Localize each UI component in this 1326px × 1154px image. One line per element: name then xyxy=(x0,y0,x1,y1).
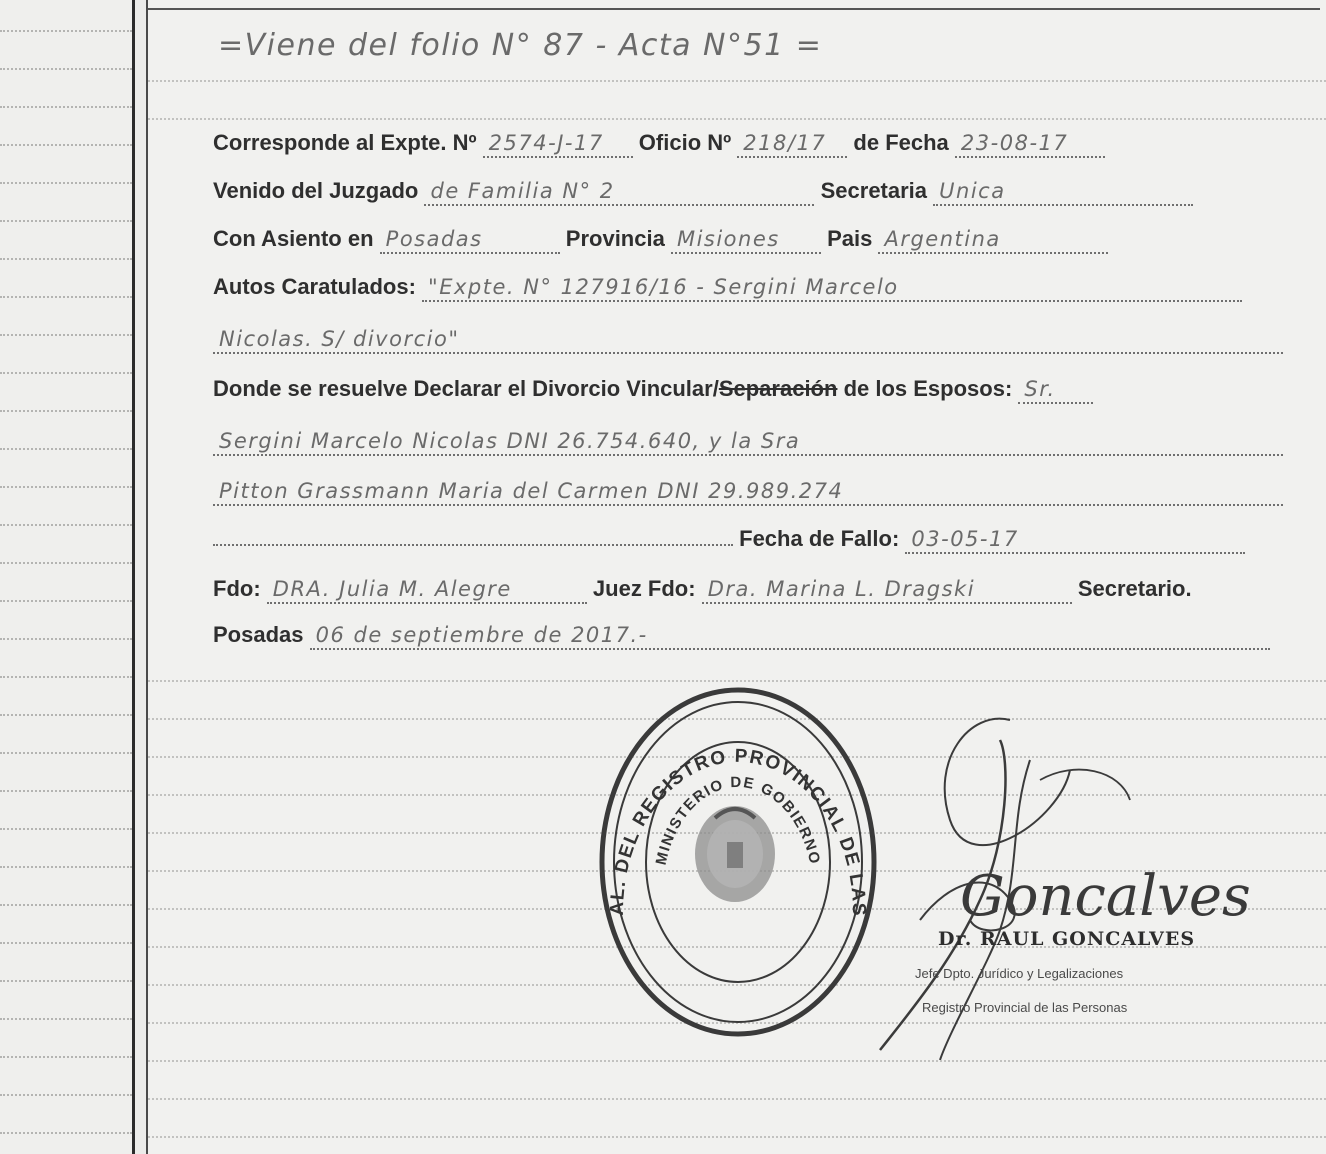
seal-outer-text: AL. DEL REGISTRO PROVINCIAL DE LAS xyxy=(606,745,870,918)
signatory-role: Jefe Dpto. Jurídico y Legalizaciones xyxy=(915,966,1124,981)
autos-label: Autos Caratulados: xyxy=(213,274,416,299)
svg-text:Goncalves: Goncalves xyxy=(960,864,1251,929)
provincia-value: Misiones xyxy=(676,227,780,251)
line-venido xyxy=(213,178,1193,206)
signatory-office: Registro Provincial de las Personas xyxy=(922,1000,1128,1015)
line-corresponde xyxy=(213,130,1105,158)
signatory-name: Dr. RAUL GONCALVES xyxy=(938,928,1196,950)
coat-of-arms-icon xyxy=(695,806,775,902)
top-rule xyxy=(148,8,1320,10)
left-margin xyxy=(0,0,132,1154)
fallo-value: 03-05-17 xyxy=(911,527,1019,551)
secretaria-value: Unica xyxy=(939,179,1006,203)
margin-rule xyxy=(132,0,135,1154)
line-esposo-1 xyxy=(213,428,1283,456)
provincia-label: Provincia xyxy=(565,226,665,251)
fecha-value: 23-08-17 xyxy=(960,131,1069,155)
juzgado-value: de Familia N° 2 xyxy=(430,179,615,203)
fallo-label: Fecha de Fallo: xyxy=(739,526,900,551)
seal-inner-text: MINISTERIO DE GOBIERNO xyxy=(652,773,824,867)
pais-label: Pais xyxy=(827,226,873,251)
oficio-value: 218/17 xyxy=(743,131,827,155)
juez-value: DRA. Julia M. Alegre xyxy=(272,577,512,601)
posadas-label: Posadas xyxy=(213,622,304,647)
fecha-label: de Fecha xyxy=(853,130,949,155)
line-fdo xyxy=(213,576,1192,604)
line-fallo xyxy=(213,526,1245,554)
juez-label: Juez Fdo: xyxy=(592,576,696,601)
asiento-label: Con Asiento en xyxy=(213,226,374,251)
venido-label: Venido del Juzgado xyxy=(213,178,419,203)
line-resuelve xyxy=(213,376,1093,404)
esposos-text: de los Esposos: xyxy=(843,376,1013,401)
corresponde-label: Corresponde al Expte. Nº xyxy=(213,130,477,155)
posadas-value: 06 de septiembre de 2017.- xyxy=(315,623,648,647)
line-autos xyxy=(213,274,1242,302)
pais-value: Argentina xyxy=(884,227,1001,251)
autos-value-1: "Expte. N° 127916/16 - Sergini Marcelo xyxy=(428,275,899,299)
asiento-value: Posadas xyxy=(385,227,483,251)
secretario-value: Dra. Marina L. Dragski xyxy=(707,577,976,601)
expte-value: 2574-J-17 xyxy=(488,131,604,155)
header-note: =Viene del folio N° 87 - Acta N°51 = xyxy=(218,28,823,63)
autos-value-2: Nicolas. S/ divorcio" xyxy=(219,327,460,351)
esposos-value-2: Sergini Marcelo Nicolas DNI 26.754.640, y la Sra xyxy=(219,429,801,453)
line-esposo-2 xyxy=(213,478,1283,506)
secretario-label: Secretario. xyxy=(1077,576,1192,601)
fdo-label: Fdo: xyxy=(213,576,261,601)
line-autos-cont xyxy=(213,326,1283,354)
official-seal xyxy=(593,682,883,1042)
oficio-label: Oficio Nº xyxy=(638,130,732,155)
page-rule xyxy=(146,0,148,1154)
resuelve-text: Donde se resuelve Declarar el Divorcio Vincular/ xyxy=(213,376,719,401)
line-asiento xyxy=(213,226,1108,254)
esposos-value-1: Sr. xyxy=(1024,377,1056,401)
separacion-text: Separación xyxy=(718,376,838,401)
line-posadas xyxy=(213,622,1270,650)
secretaria-label: Secretaria xyxy=(820,178,928,203)
esposos-value-3: Pitton Grassmann Maria del Carmen DNI 29.989.274 xyxy=(219,479,844,503)
